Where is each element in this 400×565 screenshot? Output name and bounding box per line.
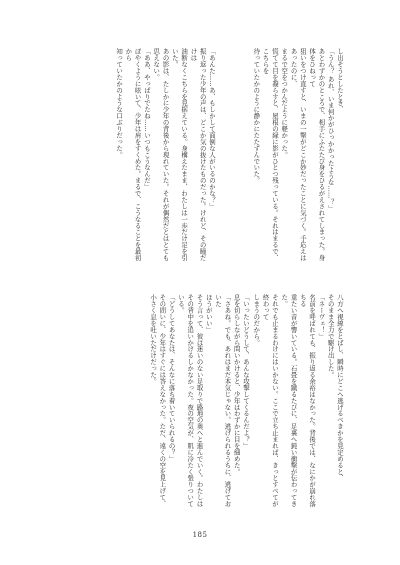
text-column-top-right: し出そうとしたとき、 「うん？ あれ、いま何かがひっかかったような……？」 あとわずかのところで、相手にふたたび身をひるがえされてしまった。身体をひねって 狙いをつけ直すと、いまの一撃がどこか妙だったことに気づく。手応えはあったのに、 まるで空をつかんだように軽かった。 慌てて目を凝らすと、屋根の縁に影がひとつ残っている。それはまるで、こちらを 待っていたかのように静かにたたずんでいた。 [252,48,344,261]
text-column-bottom-left: 「いったいどうして、あんな攻撃してくるんだよ？」 息を切らしながら問いかけると、少年はわずかに目を細めた。 「さあね。でも、あれはまだ本気じゃない。逃げられるうちに、逃げておいた ほうがいい」 そう言って、彼は迷いのない足取りで路地の奥へと進んでいく。わたしは その背中を追いかけるしかなかった。夜の空気が、肌に冷たく張りついている。 「どうしてあなたは、そんなに落ち着いていられるの？」 その問いに、少年はすぐには答えなかった。ただ、遠くの空を見上げて、 小さく息を吐いただけだった。 [149,294,250,507]
text-column-bottom-right: 八方へ視線をとばし、瞬時にどこへ逃げるべきかを見定めると、 そのまま全力で駆け出した。 「ネーヴェ！」 名前を呼ばれても、振り返る余裕はなかった。背後では、なにかが崩れ落ちる 重たい音が響いている。石畳を蹴るたびに、足裏へ鈍い衝撃が伝わってきた。 それでも止まるわけにはいかない。ここで立ち止まれば、きっとすべてが終わって しまうのだから。 [252,294,344,507]
page-number: 185 [192,531,208,539]
text-column-top-left: 「あんた……あ、もしかして面倒な人がいるのかな？」 振り返った少年の声は、どこか気の抜けたものだった。けれど、その瞳だけは 油断なくこちらを見据えている。身構えたまま、わたしは一歩だけ足を引いた。 あの影は、たしかに少年の背後から現れていた。それが偶然だとはとても思えない。 「ああ、やっぱりでたね……いつもこうなんだ」 ぼやくように呟いて、少年は肩をすくめた。まるで、こうなることを最初から 知っていたかのような口ぶりだった。 [115,48,216,261]
